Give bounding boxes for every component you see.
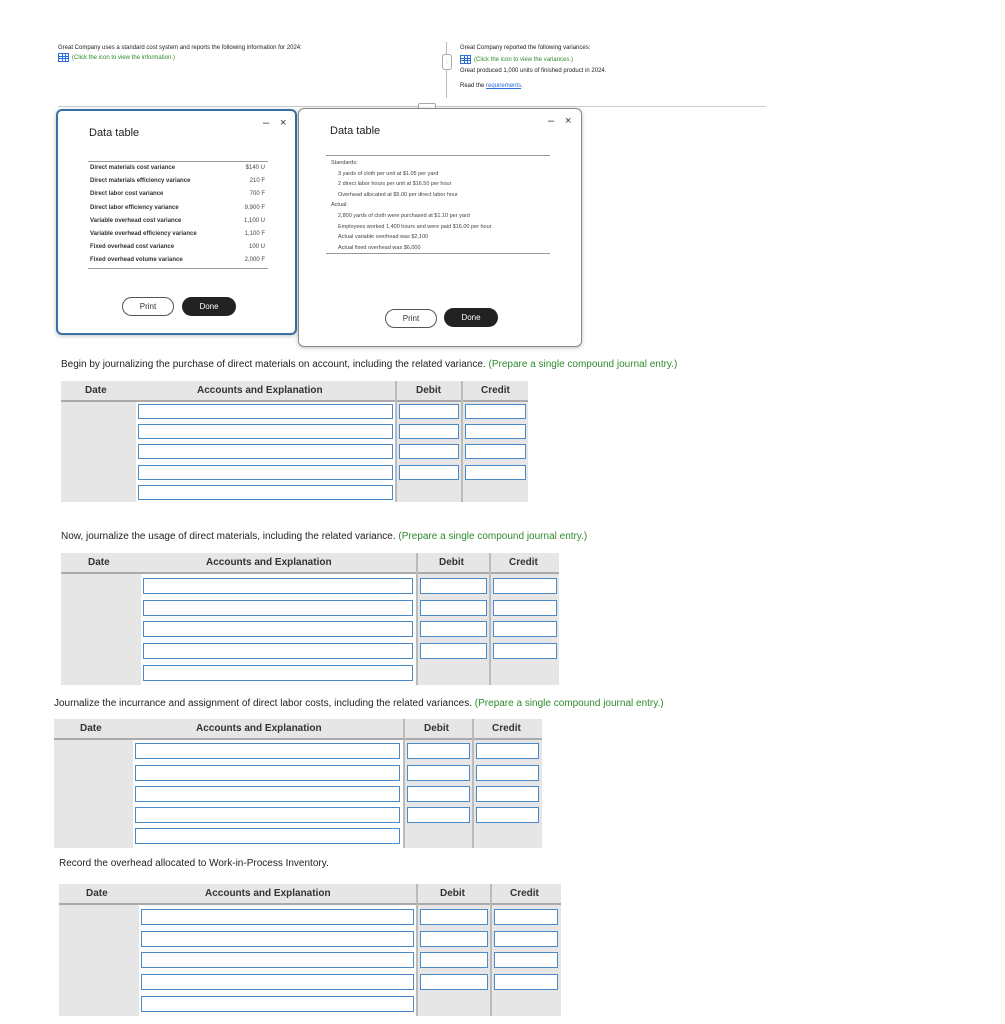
table-row [88, 254, 268, 267]
debit-input[interactable] [407, 786, 470, 802]
minimize-icon[interactable]: – [548, 115, 555, 127]
variance-value: 210 F [249, 178, 265, 185]
prompt-hint: (Prepare a single compound journal entry.) [488, 359, 678, 370]
debit-input[interactable] [399, 424, 459, 439]
credit-header: Credit [492, 723, 521, 734]
column-separator [416, 884, 418, 1016]
table-row [88, 162, 268, 175]
variance-name: Direct labor efficiency variance [90, 204, 179, 211]
print-button[interactable]: Print [385, 309, 437, 328]
account-input[interactable] [141, 931, 414, 947]
debit-input[interactable] [420, 909, 488, 925]
variance-name: Fixed overhead cost variance [90, 244, 175, 251]
credit-input[interactable] [476, 807, 539, 823]
credit-input[interactable] [493, 643, 557, 659]
intro-left-text: Great Company uses a standard cost system and reports the following information for 2024: [58, 45, 302, 51]
column-separator [490, 884, 492, 1016]
credit-input[interactable] [494, 931, 558, 947]
credit-input[interactable] [494, 952, 558, 968]
accounts-header: Accounts and Explanation [196, 723, 322, 734]
debit-input[interactable] [420, 578, 487, 594]
table-row [88, 228, 268, 241]
variance-value: $140 U [245, 165, 265, 171]
dialog-title: Data table [89, 127, 140, 139]
date-header: Date [86, 888, 108, 899]
credit-header: Credit [509, 557, 538, 568]
table-row [88, 241, 268, 254]
debit-input[interactable] [407, 765, 470, 781]
debit-input[interactable] [399, 465, 459, 480]
explanation-input[interactable] [138, 485, 393, 500]
debit-input[interactable] [420, 974, 488, 990]
credit-input[interactable] [476, 743, 539, 759]
account-input[interactable] [143, 600, 413, 616]
debit-input[interactable] [407, 743, 470, 759]
done-button[interactable]: Done [444, 308, 498, 327]
date-header: Date [85, 385, 107, 396]
credit-header: Credit [481, 385, 510, 396]
info-link-label[interactable]: (Click the icon to view the information.) [72, 55, 176, 62]
credit-input[interactable] [465, 404, 526, 419]
credit-input[interactable] [493, 600, 557, 616]
journal-table-1 [61, 381, 528, 502]
table-row [88, 175, 268, 188]
column-separator [472, 719, 474, 848]
requirements-link[interactable]: requirements [486, 83, 522, 89]
journal-table-3 [54, 719, 542, 848]
accounts-header: Accounts and Explanation [205, 888, 331, 899]
account-input[interactable] [141, 952, 414, 968]
account-input[interactable] [135, 807, 400, 823]
debit-header: Debit [440, 888, 465, 899]
account-input[interactable] [138, 424, 393, 439]
table-header [59, 884, 561, 905]
section-2-prompt [61, 531, 587, 542]
debit-header: Debit [416, 385, 441, 396]
list-item: Standards: [331, 160, 358, 166]
prompt-text: Journalize the incurrance and assignment of direct labor costs, including the related variances. [54, 698, 475, 709]
date-header: Date [88, 557, 110, 568]
standards-dialog [298, 108, 582, 347]
panel-divider [446, 42, 447, 98]
table-header [61, 553, 559, 574]
credit-input[interactable] [465, 424, 526, 439]
variance-name: Variable overhead efficiency variance [90, 230, 197, 237]
table-header [54, 719, 542, 740]
variance-name: Direct labor cost variance [90, 191, 164, 198]
accounts-header: Accounts and Explanation [206, 557, 332, 568]
credit-input[interactable] [465, 444, 526, 459]
account-input[interactable] [138, 404, 393, 419]
section-1-prompt [61, 359, 677, 370]
prompt-hint: (Prepare a single compound journal entry.) [398, 531, 588, 542]
prompt-text: Now, journalize the usage of direct materials, including the related variance. [61, 531, 399, 542]
table-header [61, 381, 528, 402]
table-icon[interactable] [460, 55, 471, 64]
variance-name: Fixed overhead volume variance [90, 257, 183, 264]
dialog-title: Data table [330, 125, 381, 137]
done-button[interactable]: Done [182, 297, 236, 316]
read-requirements [460, 82, 523, 91]
journal-table-2 [61, 553, 559, 685]
minimize-icon[interactable]: – [263, 117, 270, 129]
list-item: 3 yards of cloth per unit at $1.05 per yard [338, 170, 439, 177]
prompt-hint: (Prepare a single compound journal entry.) [474, 698, 664, 709]
credit-input[interactable] [494, 974, 558, 990]
debit-input[interactable] [420, 643, 487, 659]
credit-input[interactable] [493, 621, 557, 637]
variances-link-label[interactable]: (Click the icon to view the variances.) [474, 57, 574, 64]
debit-input[interactable] [407, 807, 470, 823]
account-input[interactable] [135, 743, 400, 759]
account-input[interactable] [135, 786, 400, 802]
debit-input[interactable] [420, 931, 488, 947]
account-input[interactable] [141, 974, 414, 990]
panel-resize-handle[interactable]: ⋮ [442, 54, 452, 70]
debit-header: Debit [424, 723, 449, 734]
close-icon[interactable]: × [565, 115, 572, 127]
list-item: Employees worked 1,400 hours and were paid $16.00 per hour [338, 223, 492, 230]
account-input[interactable] [143, 621, 413, 637]
close-icon[interactable]: × [280, 117, 287, 129]
column-separator [489, 553, 491, 685]
variance-name: Variable overhead cost variance [90, 217, 182, 224]
list-item: Actual fixed overhead was $6,000 [338, 244, 421, 251]
account-input[interactable] [135, 765, 400, 781]
intro-right-link[interactable] [460, 55, 573, 65]
credit-input[interactable] [493, 578, 557, 594]
read-end: . [521, 83, 523, 89]
account-input[interactable] [143, 643, 413, 659]
account-input[interactable] [143, 578, 413, 594]
table-icon[interactable] [58, 53, 69, 62]
variance-value: 9,900 F [244, 204, 265, 211]
column-separator [403, 719, 405, 848]
variance-value: 2,000 F [244, 257, 265, 264]
table-row [88, 188, 268, 201]
print-button[interactable]: Print [122, 297, 174, 316]
credit-input[interactable] [494, 909, 558, 925]
variance-name: Direct materials efficiency variance [90, 178, 191, 185]
variance-value: 1,100 F [244, 230, 265, 237]
column-separator [461, 381, 463, 502]
read-label: Read the [460, 83, 487, 89]
list-item: Overhead allocated at $5.00 per direct labor hour [338, 191, 458, 198]
table-row [88, 215, 268, 228]
account-input[interactable] [138, 465, 393, 480]
column-separator [395, 381, 397, 502]
accounts-header: Accounts and Explanation [197, 385, 323, 396]
debit-input[interactable] [420, 600, 487, 616]
list-item: Actual variable overhead was $2,100 [338, 234, 429, 241]
variances-table [88, 161, 268, 269]
standards-table [326, 155, 550, 254]
account-input[interactable] [138, 444, 393, 459]
produced-text: Great produced 1,000 units of finished product in 2024. [460, 68, 607, 74]
list-item: 2 direct labor hours per unit at $16.50 per hour [338, 181, 452, 188]
credit-input[interactable] [476, 765, 539, 781]
journal-table-4 [59, 884, 561, 1016]
prompt-text: Begin by journalizing the purchase of direct materials on account, including the related variance. [61, 359, 489, 370]
content-divider [58, 106, 766, 107]
intro-left-link[interactable] [58, 53, 175, 63]
intro-right-text: Great Company reported the following variances: [460, 45, 591, 51]
debit-input[interactable] [399, 444, 459, 459]
credit-input[interactable] [465, 465, 526, 480]
account-input[interactable] [141, 909, 414, 925]
prompt-text: Record the overhead allocated to Work-in-Process Inventory. [59, 858, 329, 869]
list-item: Actual: [331, 202, 348, 209]
explanation-input[interactable] [143, 665, 413, 681]
credit-input[interactable] [476, 786, 539, 802]
debit-header: Debit [439, 557, 464, 568]
date-header: Date [80, 723, 102, 734]
debit-input[interactable] [420, 952, 488, 968]
section-4-prompt [59, 858, 329, 869]
variance-value: 100 U [248, 244, 265, 251]
section-3-prompt [54, 698, 664, 709]
credit-header: Credit [510, 888, 539, 899]
explanation-input[interactable] [135, 828, 400, 844]
debit-input[interactable] [399, 404, 459, 419]
explanation-input[interactable] [141, 996, 414, 1012]
variance-value: 1,100 U [243, 217, 265, 224]
variances-dialog [56, 109, 297, 335]
column-separator [416, 553, 418, 685]
variance-value: 700 F [249, 191, 265, 198]
table-row [88, 202, 268, 215]
variance-name: Direct materials cost variance [90, 165, 176, 171]
debit-input[interactable] [420, 621, 487, 637]
list-item: 2,800 yards of cloth were purchased at $1.10 per yard [338, 212, 470, 219]
